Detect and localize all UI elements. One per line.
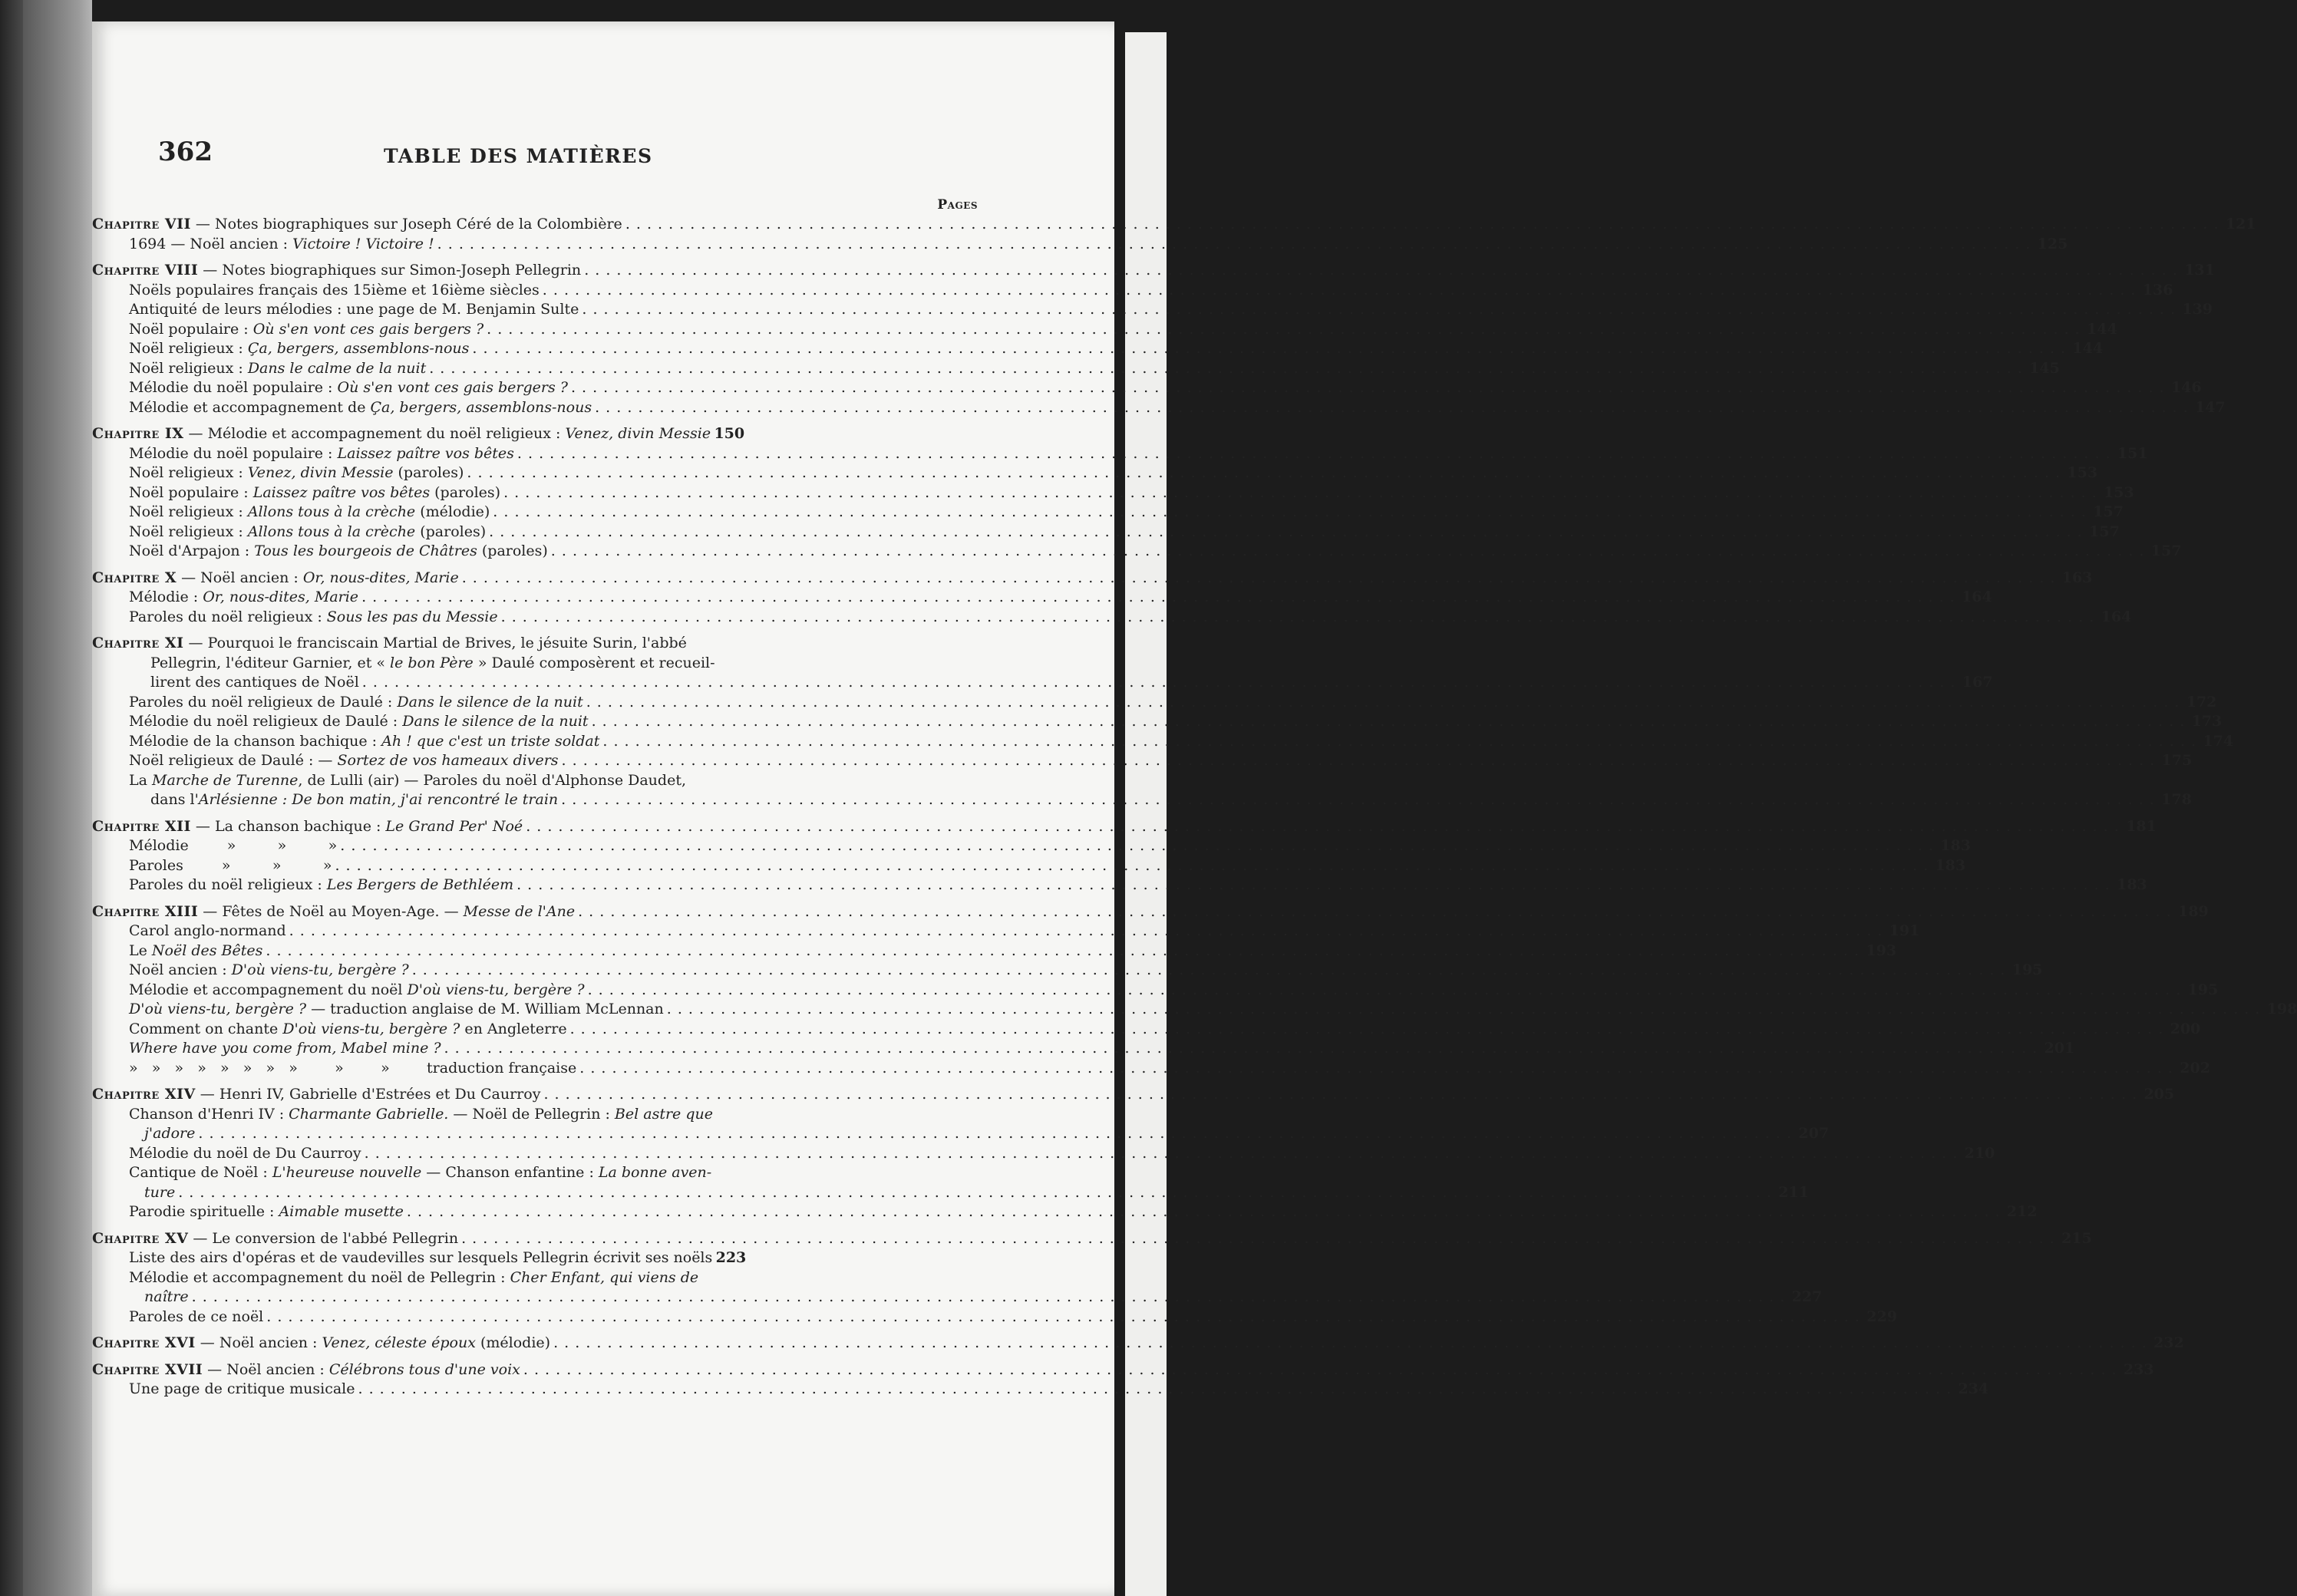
entry-text: Paroles du noël religieux : <box>129 876 327 893</box>
page-ref: 183 <box>2117 876 2147 893</box>
page-ref: 200 <box>2170 1020 2201 1037</box>
page-ref: 125 <box>2037 235 2068 252</box>
entry-title: Où s'en vont ces gais bergers ? <box>337 379 568 396</box>
page-ref: 191 <box>1889 922 1920 939</box>
entry-continuation <box>92 1268 829 1288</box>
page-ref: 198 <box>2266 1001 2297 1017</box>
entry-text: Noël populaire : <box>129 320 253 338</box>
toc-entry <box>92 235 2068 255</box>
entry-note: (mélodie) <box>415 503 490 520</box>
entry-text: Noël religieux : <box>129 340 248 357</box>
entry-text: Liste des airs d'opéras et de vaudevilles sur lesquels Pellegrin écrivit ses noëls <box>129 1249 713 1266</box>
toc-entry <box>92 1000 2297 1020</box>
entry-title: Noël des Bêtes <box>151 941 263 959</box>
entry-text: — Fêtes de Noël au Moyen-Age. — <box>198 902 464 920</box>
entry-continuation <box>92 771 829 791</box>
toc-entry <box>92 836 1971 856</box>
page-ref: 144 <box>2072 340 2104 357</box>
page-ref: 139 <box>2182 301 2213 318</box>
chapter-11 <box>92 634 2234 810</box>
entry-text: — La chanson bachique : <box>190 817 386 835</box>
toc-entry <box>92 463 2098 483</box>
entry-text: Cantique de Noël : <box>129 1164 272 1181</box>
book-spine <box>23 0 92 1596</box>
entry-title: ture <box>144 1183 176 1201</box>
page-ref: 163 <box>2061 569 2093 586</box>
entry-text: Paroles <box>129 856 183 874</box>
pages-column-header: Pages <box>937 197 978 213</box>
page-ref: 136 <box>2142 281 2173 298</box>
page-ref: 172 <box>2186 693 2217 711</box>
entry-text: Mélodie et accompagnement de <box>129 398 371 416</box>
page-ref: 215 <box>2061 1229 2092 1247</box>
entry-text: Noël religieux : <box>129 503 248 520</box>
table-of-contents <box>92 215 2297 1406</box>
chapter-label: Chapitre XIV <box>92 1086 196 1103</box>
page-ref: 211 <box>1778 1183 1809 1201</box>
chapter-7 <box>92 215 2256 254</box>
entry-text: Noël religieux : <box>129 464 248 481</box>
chapter-label: Chapitre IX <box>92 425 184 442</box>
entry-title: Aimable musette <box>279 1203 404 1220</box>
ditto-marks: » » » <box>221 856 332 874</box>
entry-text: Mélodie <box>129 837 189 854</box>
entry-title: Allons tous à la crèche <box>247 523 416 540</box>
page-ref: 167 <box>1962 674 1993 691</box>
entry-text: — Chanson enfantine : <box>421 1164 599 1181</box>
entry-text: — Henri IV, Gabrielle d'Estrées et Du Caurroy <box>195 1086 541 1103</box>
toc-entry <box>92 261 2215 281</box>
entry-text: Antiquité de leurs mélodies : une page de M. Benjamin Sulte <box>129 301 579 318</box>
page-ref: 147 <box>2195 398 2226 416</box>
toc-entry <box>92 941 1897 961</box>
toc-entry <box>92 673 1993 693</box>
entry-title: Arlésienne : De bon matin, j'ai rencontré le train <box>198 791 559 808</box>
entry-title: Dans le silence de la nuit <box>402 713 589 730</box>
entry-title: Allons tous à la crèche <box>247 503 416 520</box>
toc-entry <box>92 1288 1823 1307</box>
page-ref: 157 <box>2093 503 2124 520</box>
page-ref: 153 <box>2104 483 2134 501</box>
entry-text: — Notes biographiques sur Simon-Joseph Pellegrin <box>198 262 582 279</box>
page-ref: 150 <box>714 425 745 442</box>
entry-title: D'où viens-tu, bergère ? <box>282 1020 460 1037</box>
entry-text: Mélodie : <box>129 589 203 605</box>
toc-entry <box>92 1202 2038 1222</box>
page-ref: 205 <box>2144 1086 2175 1103</box>
entry-title: Les Bergers de Bethléem <box>326 876 514 893</box>
entry-continuation <box>92 1163 829 1183</box>
entry-text: Mélodie du noël de Du Caurroy <box>129 1144 361 1162</box>
entry-note: (paroles) <box>415 523 487 540</box>
entry-note: (paroles) <box>430 483 501 501</box>
toc-entry <box>92 790 2192 810</box>
page-ref: 201 <box>2044 1040 2075 1057</box>
entry-text: — Notes biographiques sur Joseph Céré de la Colombière <box>190 216 622 232</box>
entry-title: Messe de l'Ane <box>463 902 576 920</box>
page-ref: 212 <box>2006 1203 2038 1220</box>
toc-entry <box>92 398 2226 418</box>
entry-title: Dans le calme de la nuit <box>247 359 427 377</box>
chapter-label: Chapitre VIII <box>92 262 199 279</box>
entry-text: — Noël ancien : <box>195 1334 322 1351</box>
toc-entry <box>92 1360 2154 1380</box>
toc-entry <box>92 300 2213 320</box>
toc-entry <box>92 732 2234 752</box>
toc-entry <box>92 339 2104 359</box>
toc-entry <box>92 569 2093 589</box>
page-ref: 175 <box>2161 752 2193 769</box>
entry-text: Paroles du noël religieux : <box>129 608 327 625</box>
entry-title: Ça, bergers, assemblons-nous <box>370 398 592 416</box>
toc-entry <box>92 1380 1989 1400</box>
entry-text: Mélodie du noël populaire : <box>129 379 338 396</box>
page-ref: 164 <box>1962 589 1992 605</box>
chapter-16 <box>92 1334 2184 1354</box>
entry-text: — Noël ancien : <box>203 1360 329 1378</box>
chapter-8 <box>92 261 2226 417</box>
entry-title: Ah ! que c'est un triste soldat <box>381 732 600 750</box>
entry-text: Noël religieux de Daulé : — <box>129 752 338 769</box>
toc-entry <box>92 378 2202 398</box>
chapter-13 <box>92 902 2297 1079</box>
page-number: 362 <box>158 137 213 167</box>
entry-title: Le Grand Per' Noé <box>385 817 523 835</box>
entry-title: Venez, divin Messie <box>247 464 394 481</box>
page-ref: 223 <box>715 1249 747 1266</box>
entry-title: Marche de Turenne <box>151 771 299 789</box>
chapter-label: Chapitre XV <box>92 1229 189 1247</box>
entry-title: Sous les pas du Messie <box>326 608 498 625</box>
toc-entry <box>92 1085 2175 1105</box>
entry-title: Laissez paître vos bêtes <box>252 483 431 501</box>
page-ref: 195 <box>2187 981 2219 998</box>
page-ref: 193 <box>1866 941 1897 959</box>
entry-text: dans l' <box>150 791 199 808</box>
entry-title: le bon Père <box>390 654 474 671</box>
toc-entry <box>92 1039 2075 1059</box>
entry-text: 1694 — Noël ancien : <box>129 235 293 252</box>
page-ref: 173 <box>2191 713 2223 730</box>
page-ref: 151 <box>2117 444 2148 462</box>
toc-entry <box>92 424 829 444</box>
toc-entry <box>92 523 2120 542</box>
entry-title: D'où viens-tu, bergère ? <box>231 961 409 978</box>
entry-text: Comment on chante <box>129 1020 283 1037</box>
toc-entry <box>92 817 2157 837</box>
entry-text: Noël religieux : <box>129 359 248 377</box>
page-ref: 153 <box>2067 464 2098 481</box>
entry-title: D'où viens-tu, bergère ? <box>407 981 585 998</box>
toc-entry <box>92 1248 829 1268</box>
toc-entry <box>92 981 2219 1001</box>
chapter-15 <box>92 1229 2092 1327</box>
entry-continuation <box>92 1105 829 1125</box>
page-ref: 144 <box>2087 320 2117 338</box>
entry-text: — Le conversion de l'abbé Pellegrin <box>188 1229 459 1247</box>
toc-entry <box>92 1124 1830 1144</box>
toc-entry <box>92 751 2193 771</box>
toc-entry <box>92 634 829 654</box>
chapter-14 <box>92 1085 2175 1222</box>
toc-entry <box>92 281 2173 301</box>
chapter-label: Chapitre X <box>92 569 177 586</box>
entry-text: lirent des cantiques de Noël <box>150 674 359 691</box>
chapter-17 <box>92 1360 2154 1400</box>
entry-text: — Pourquoi le franciscain Martial de Brives, le jésuite Surin, l'abbé <box>183 635 687 651</box>
entry-text: Pellegrin, l'éditeur Garnier, et « <box>150 654 391 671</box>
toc-entry <box>92 1144 1995 1164</box>
page-ref: 146 <box>2170 379 2202 396</box>
entry-title: Victoire ! Victoire ! <box>292 235 434 252</box>
page-ref: 164 <box>2101 608 2132 625</box>
entry-title: Venez, céleste époux <box>322 1334 476 1351</box>
toc-entry <box>92 1307 1897 1327</box>
entry-text: Mélodie du noël religieux de Daulé : <box>129 713 403 730</box>
entry-note: (paroles) <box>477 542 548 559</box>
page-ref: 189 <box>2178 902 2209 920</box>
page-ref: 178 <box>2161 791 2192 808</box>
toc-entry <box>92 588 1992 608</box>
entry-title: Célébrons tous d'une voix <box>328 1360 520 1378</box>
toc-entry <box>92 503 2124 523</box>
entry-text: Une page de critique musicale <box>129 1380 355 1397</box>
chapter-label: Chapitre XII <box>92 817 191 835</box>
toc-entry <box>92 1229 2092 1249</box>
running-title: TABLE DES MATIÈRES <box>384 145 653 167</box>
page-ref: 183 <box>1940 837 1971 854</box>
page-ref: 157 <box>2089 523 2120 540</box>
page-ref: 207 <box>1798 1125 1830 1142</box>
entry-title: Venez, divin Messie <box>565 425 711 442</box>
entry-text: , de Lulli (air) — Paroles du noël d'Alphonse Daudet, <box>298 771 686 789</box>
toc-entry <box>92 1020 2201 1040</box>
toc-entry <box>92 922 1920 941</box>
page-ref: 227 <box>1791 1288 1823 1305</box>
page-ref: 202 <box>2180 1059 2210 1077</box>
entry-text: Carol anglo-normand <box>129 922 286 939</box>
entry-text: — Noël de Pellegrin : <box>448 1105 615 1123</box>
entry-text: Mélodie du noël populaire : <box>129 444 338 462</box>
entry-title: Ça, bergers, assemblons-nous <box>247 340 470 357</box>
toc-entry <box>92 608 2132 628</box>
entry-text: — Noël ancien : <box>177 569 303 586</box>
page-ref: 121 <box>2225 216 2256 232</box>
entry-title: Dans le silence de la nuit <box>397 693 583 711</box>
toc-entry <box>92 961 2043 981</box>
chapter-label: Chapitre XIII <box>92 902 199 920</box>
entry-title: Sortez de vos hameaux divers <box>337 752 559 769</box>
entry-title: Cher Enfant, qui viens de <box>510 1268 699 1286</box>
entry-title: Laissez paître vos bêtes <box>337 444 514 462</box>
entry-title: Or, nous-dites, Marie <box>203 589 359 605</box>
chapter-label: Chapitre XI <box>92 635 184 651</box>
book-edge <box>0 0 23 1596</box>
entry-text: — traduction anglaise de M. William McLennan <box>306 1001 664 1017</box>
chapter-label: Chapitre VII <box>92 216 191 232</box>
entry-title: L'heureuse nouvelle <box>272 1164 422 1181</box>
page-ref: 157 <box>2150 542 2182 559</box>
toc-entry <box>92 444 2148 464</box>
entry-text: Noël ancien : <box>129 961 232 978</box>
toc-entry <box>92 542 2182 562</box>
entry-title: Tous les bourgeois de Châtres <box>254 542 477 559</box>
entry-text: » Daulé composèrent et recueil- <box>473 654 715 671</box>
entry-note: (paroles) <box>393 464 464 481</box>
page-ref: 183 <box>1935 856 1966 874</box>
toc-entry <box>92 215 2256 235</box>
toc-entry <box>92 712 2223 732</box>
toc-entry <box>92 902 2209 922</box>
entry-continuation <box>92 654 829 674</box>
entry-text: Le <box>129 941 152 959</box>
entry-title: Or, nous-dites, Marie <box>302 569 459 586</box>
entry-title: Charmante Gabrielle. <box>289 1105 449 1123</box>
toc-entry <box>92 875 2147 895</box>
toc-entry <box>92 359 2060 379</box>
entry-note: en Angleterre <box>460 1020 567 1037</box>
chapter-10 <box>92 569 2132 628</box>
page-ref: 181 <box>2126 817 2157 835</box>
toc-entry <box>92 1059 2210 1079</box>
page-ref: 234 <box>1958 1380 1989 1397</box>
entry-text: Parodie spirituelle : <box>129 1203 279 1220</box>
toc-entry <box>92 320 2117 340</box>
page-ref: 145 <box>2029 359 2060 377</box>
entry-text: Noël populaire : <box>129 483 253 501</box>
entry-text: Noël d'Arpajon : <box>129 542 255 559</box>
entry-text: Paroles du noël religieux de Daulé : <box>129 693 398 711</box>
chapter-label: Chapitre XVI <box>92 1334 196 1351</box>
entry-title: Où s'en vont ces gais bergers ? <box>252 320 484 338</box>
entry-title: La bonne aven- <box>598 1164 712 1181</box>
toc-entry <box>92 693 2217 713</box>
entry-text: Chanson d'Henri IV : <box>129 1105 289 1123</box>
entry-title: naître <box>144 1288 189 1305</box>
page-ref: 195 <box>2012 961 2043 978</box>
page-ref: 131 <box>2184 262 2215 279</box>
toc-entry <box>92 1334 2184 1354</box>
page-ref: 210 <box>1964 1144 1995 1162</box>
entry-text: Mélodie de la chanson bachique : <box>129 732 382 750</box>
entry-title: j'adore <box>144 1125 196 1142</box>
entry-note: (mélodie) <box>475 1334 551 1351</box>
entry-text: Mélodie et accompagnement du noël <box>129 981 408 998</box>
toc-entry <box>92 856 1966 876</box>
ditto-marks: » » » <box>226 837 338 854</box>
entry-text: Noëls populaires français des 15ième et 16ième siècles <box>129 281 540 298</box>
chapter-9 <box>92 424 2182 562</box>
entry-title: Where have you come from, Mabel mine ? <box>129 1040 441 1057</box>
page-ref: 232 <box>2153 1334 2184 1351</box>
toc-entry <box>92 1183 1809 1203</box>
entry-text: » » » » » » » » » » traduction française <box>129 1059 577 1077</box>
entry-text: La <box>129 771 152 789</box>
entry-text: — Mélodie et accompagnement du noël religieux : <box>183 425 566 442</box>
entry-text: Mélodie et accompagnement du noël de Pellegrin : <box>129 1268 510 1286</box>
chapter-label: Chapitre XVII <box>92 1360 203 1378</box>
entry-title: Bel astre que <box>614 1105 713 1123</box>
page-ref: 174 <box>2203 732 2234 750</box>
page-ref: 233 <box>2123 1360 2154 1378</box>
chapter-12 <box>92 817 2157 895</box>
page-ref: 229 <box>1866 1307 1897 1325</box>
entry-text: Paroles de ce noël <box>129 1307 264 1325</box>
entry-text: Noël religieux : <box>129 523 248 540</box>
toc-entry <box>92 483 2134 503</box>
entry-title: D'où viens-tu, bergère ? <box>129 1001 307 1017</box>
